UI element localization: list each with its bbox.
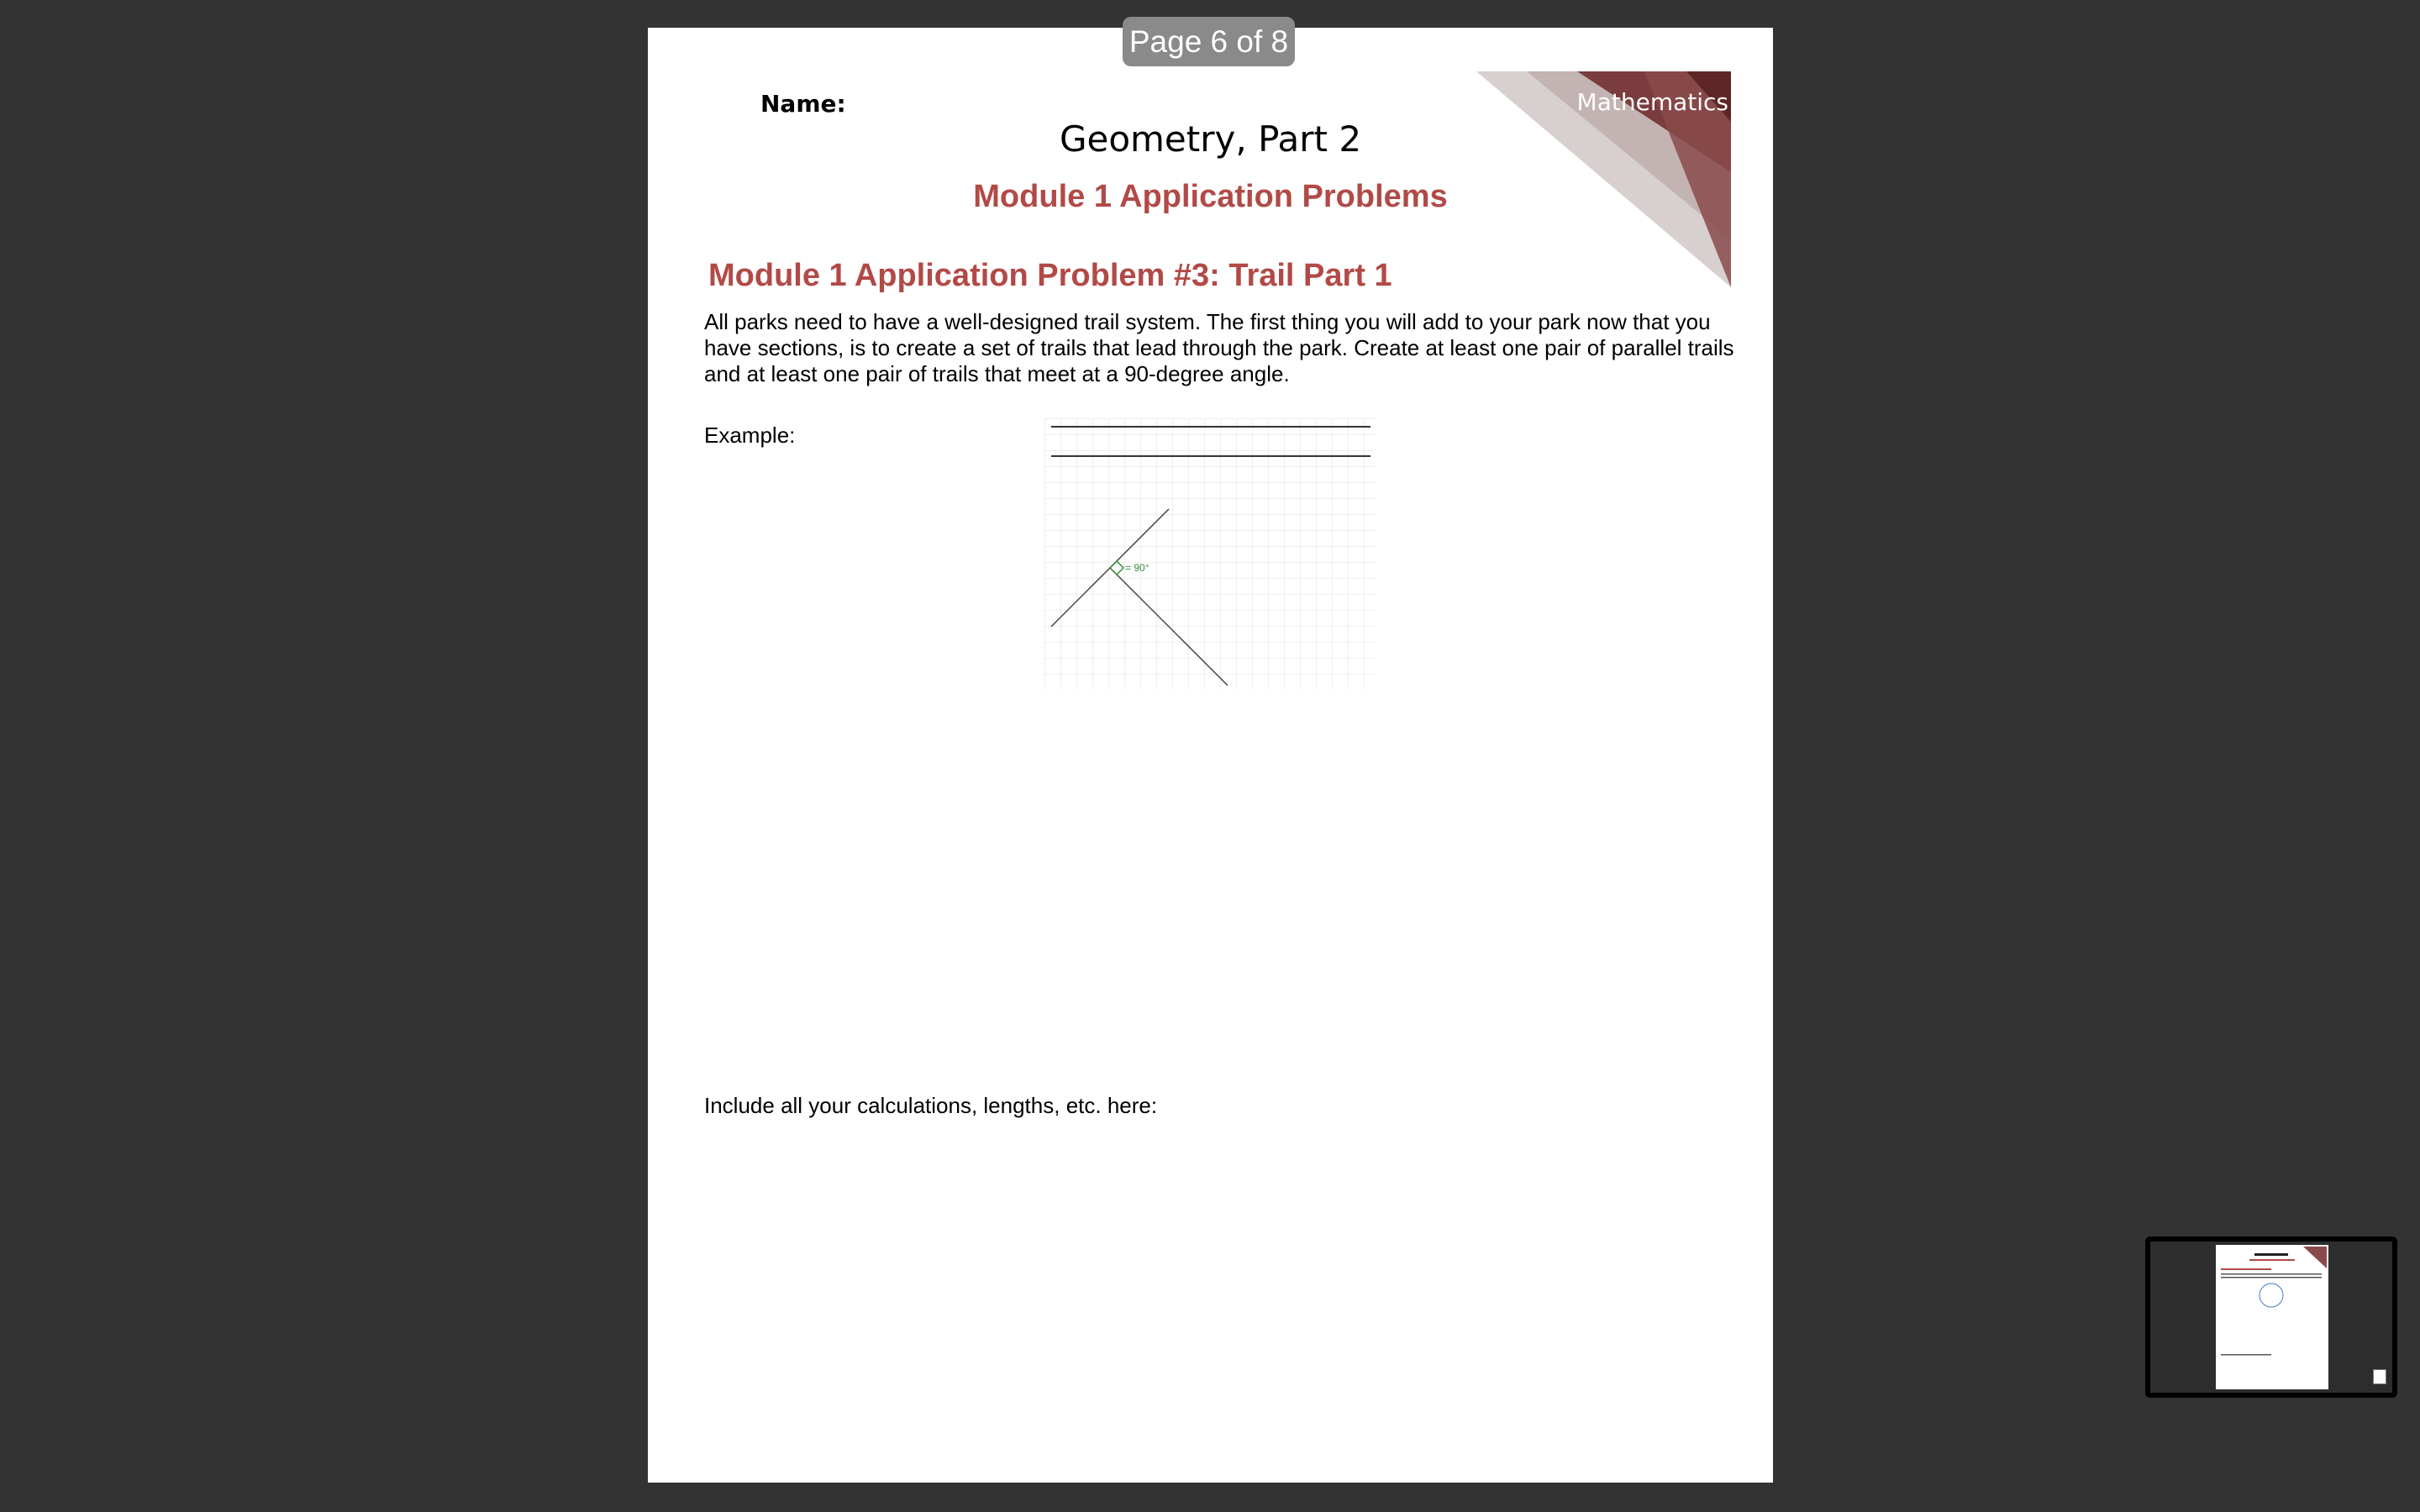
calculations-label: Include all your calculations, lengths, etc. here: xyxy=(704,1093,1158,1118)
thumbnail-view-indicator[interactable] xyxy=(2373,1369,2386,1384)
thumbnail-viewport xyxy=(2150,1242,2392,1393)
page-thumbnail-preview[interactable] xyxy=(2145,1236,2397,1398)
page-subtitle: Module 1 Application Problems xyxy=(973,179,1448,214)
problem-text: All parks need to have a well-designed trail system. The first thing you will add to your park now that you have sections, is to create a set of trails that lead through the park. Create at least one pair of parallel trails and at least one pair of trails that meet at a 90-degree angle. xyxy=(704,309,1734,386)
thumbnail-page xyxy=(2216,1245,2328,1389)
angle-label: = 90° xyxy=(1125,562,1150,574)
page-title: Geometry, Part 2 xyxy=(1059,118,1362,160)
name-label: Name: xyxy=(760,90,846,118)
example-label: Example: xyxy=(704,423,796,448)
problem-heading: Module 1 Application Problem #3: Trail Part 1 xyxy=(708,258,1392,293)
subject-label: Mathematics xyxy=(1576,88,1728,116)
page-indicator: Page 6 of 8 xyxy=(1123,17,1295,66)
example-figure xyxy=(1044,418,1376,690)
example-grid xyxy=(1044,418,1376,690)
document-page xyxy=(648,28,1773,1483)
thumbnail-content xyxy=(2216,1245,2328,1389)
